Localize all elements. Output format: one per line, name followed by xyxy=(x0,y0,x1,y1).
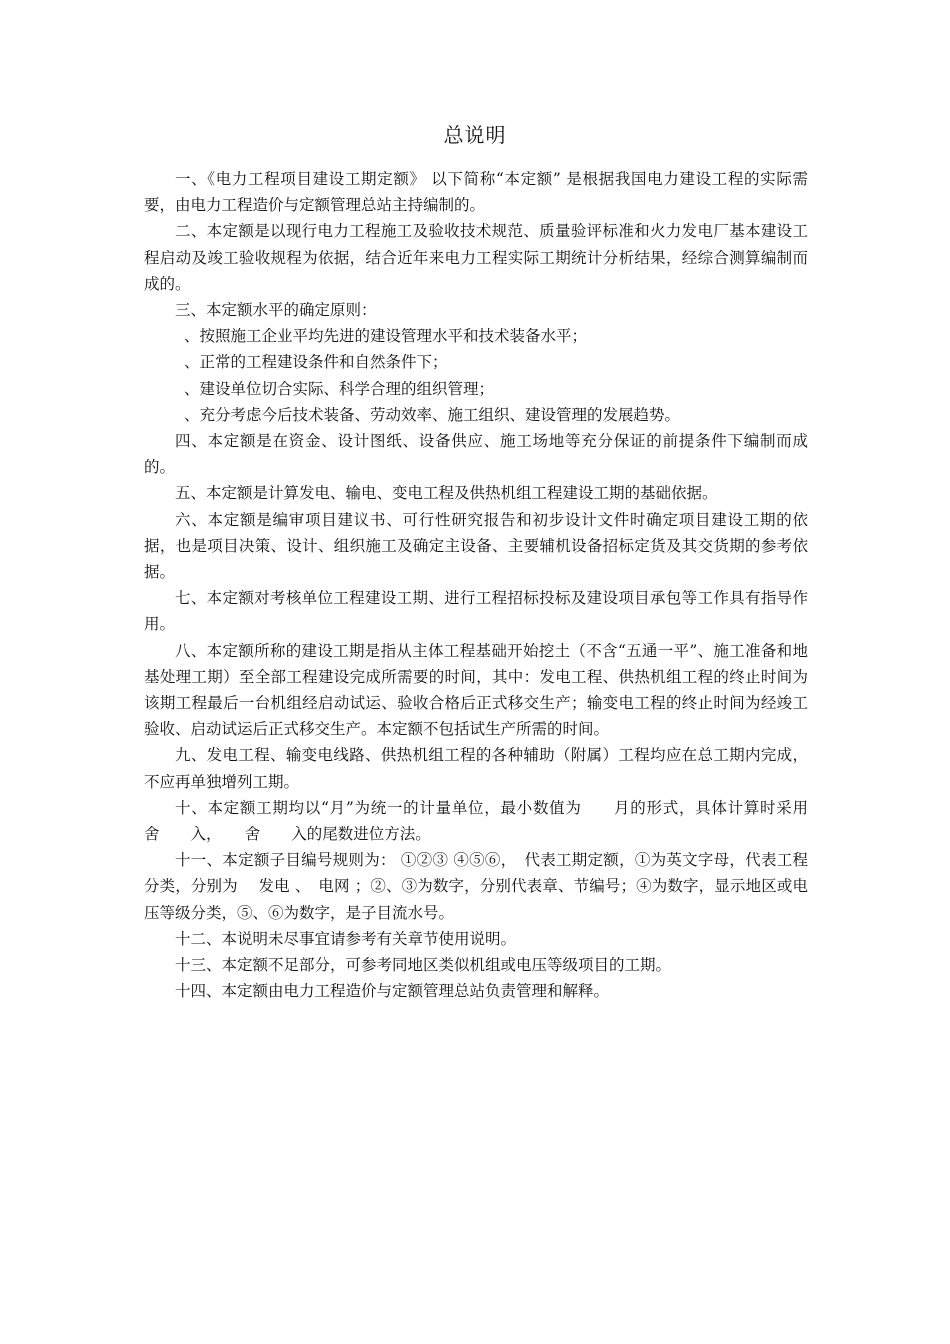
paragraph-2: 二、本定额是以现行电力工程施工及验收技术规范、质量验评标准和火力发电厂基本建设工程启动及竣工验收规程为依据，结合近年来电力工程实际工期统计分析结果，经综合测算编制而成的。 xyxy=(144,222,808,293)
document-body xyxy=(144,166,840,1005)
principle-item-3: 、建设单位切合实际、科学合理的组织管理； xyxy=(184,379,495,398)
paragraph-6: 六、本定额是编审项目建议书、可行性研究报告和初步设计文件时确定项目建设工期的依据，也是项目决策、设计、组织施工及确定主设备、主要辅机设备招标定货及其交货期的参考依据。 xyxy=(144,510,808,582)
paragraph-3: 三、本定额水平的确定原则： xyxy=(175,301,377,320)
paragraph-10: 十、本定额工期均以“月”为统一的计量单位，最小数值为 月的形式，具体计算时采用 舍 入， 舍 入的尾数进位方法。 xyxy=(144,798,840,844)
paragraph-5: 五、本定额是计算发电、输电、变电工程及供热机组工程建设工期的基础依据。 xyxy=(175,484,718,503)
paragraph-11: 十一、本定额子目编号规则为： ①②③ ④⑤⑥， 代表工期定额，①为英文字母，代表工程分类，分别为 发电 、 电网 ；②、③为数字，分别代表章、节编号；④为数字，显示地区或电压等级分类，⑤、⑥为数字，是子目流水号。 xyxy=(144,851,808,922)
paragraph-8: 八、本定额所称的建设工期是指从主体工程基础开始挖土（不含“五通一平”、施工准备和地基处理工期）至全部工程建设完成所需要的时间，其中：发电工程、供热机组工程的终止时间为该期工程最后一台机组经启动试运、验收合格后正式移交生产；输变电工程的终止时间为经竣工验收、启动试运后正式移交生产。本定额不包括试生产所需的时间。 xyxy=(144,641,808,739)
paragraph-9: 九、发电工程、输变电线路、供热机组工程的各种辅助（附属）工程均应在总工期内完成，不应再单独增列工期。 xyxy=(144,746,808,791)
principle-item-2: 、正常的工程建设条件和自然条件下； xyxy=(184,353,448,372)
paragraph-1: 一、《电力工程项目建设工期定额》 以下简称“本定额” 是根据我国电力建设工程的实际需要，由电力工程造价与定额管理总站主持编制的。 xyxy=(144,170,808,215)
principle-item-1: 、按照施工企业平均先进的建设管理水平和技术装备水平； xyxy=(184,327,588,346)
principle-item-4: 、充分考虑今后技术装备、劳动效率、施工组织、建设管理的发展趋势。 xyxy=(184,405,681,424)
paragraph-7: 七、本定额对考核单位工程建设工期、进行工程招标投标及建设项目承包等工作具有指导作用。 xyxy=(144,589,808,634)
paragraph-4: 四、本定额是在资金、设计图纸、设备供应、施工场地等充分保证的前提条件下编制而成的。 xyxy=(144,432,808,477)
page-title: 总说明 xyxy=(443,123,507,147)
paragraph-14: 十四、本定额由电力工程造价与定额管理总站负责管理和解释。 xyxy=(175,982,610,1001)
paragraph-13: 十三、本定额不足部分，可参考同地区类似机组或电压等级项目的工期。 xyxy=(175,956,672,975)
paragraph-12: 十二、本说明未尽事宜请参考有关章节使用说明。 xyxy=(175,929,517,948)
